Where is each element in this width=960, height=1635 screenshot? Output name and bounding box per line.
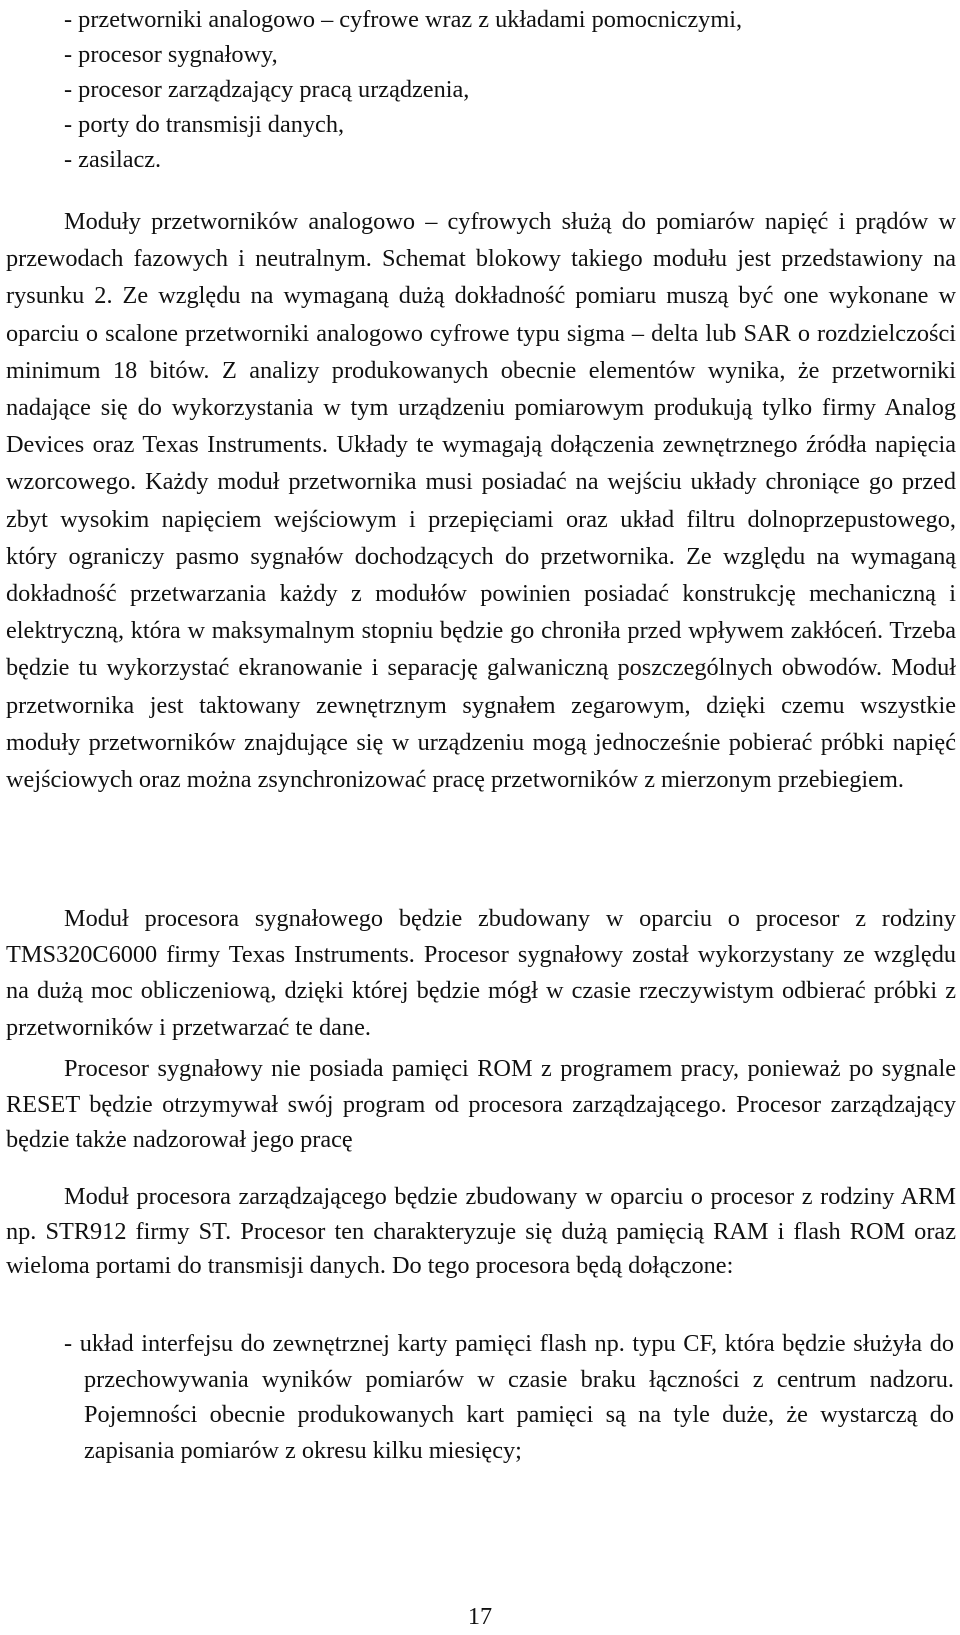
list-item-flash-interface: - układ interfejsu do zewnętrznej karty pamięci flash np. typu CF, która będzie służyła do przechowywania wyników pomiarów w czasie braku łączności z centrum nadzoru. Pojemności obecnie produkowanych kart pamięci są na tyle duże, że wystarczą do zapisania pomiarów z okresu kilku miesięcy; xyxy=(64,1330,954,1464)
paragraph-adc-modules: Moduły przetworników analogowo – cyfrowych służą do pomiarów napięć i prądów w przewodach fazowych i neutralnym. Schemat blokowy takiego modułu jest przedstawiony na rysunku 2. Ze względu na wymaganą dużą dokładność pomiaru muszą być one wykonane w oparciu o scalone przetworniki analogowo cyfrowe typu sigma – delta lub SAR o rozdzielczości minimum 18 bitów. Z analizy produkowanych obecnie elementów wynika, że przetworniki nadające się do wykorzystania w tym urządzeniu pomiarowym produkują tylko firmy Analog Devices oraz Texas Instruments. Układy te wymagają dołączenia zewnętrznego źródła napięcia wzorcowego. Każdy moduł przetwornika musi posiadać na wejściu układy chroniące go przed zbyt wysokim napięciem wejściowym i przepięciami oraz układ filtru dolnoprzepustowego, który ograniczy pasmo sygnałów dochodzących do przetwornika. Ze względu na wymaganą dokładność przetwarzania każdy z modułów powinien posiadać konstrukcję mechaniczną i elektryczną, która w maksymalnym stopniu będzie go chroniła przed wpływem zakłóceń. Trzeba będzie tu wykorzystać ekranowanie i separację galwaniczną poszczególnych obwodów. Moduł przetwornika jest taktowany zewnętrznym sygnałem zegarowym, dzięki czemu wszystkie moduły przetworników znajdujące się w urządzeniu mogą jednocześnie pobierać próbki napięć wejściowych oraz można zsynchronizować pracę przetworników z mierzonym przebiegiem. xyxy=(6,208,956,794)
list-item: - przetworniki analogowo – cyfrowe wraz z układami pomocniczymi, xyxy=(64,6,743,33)
list-item: - zasilacz. xyxy=(64,146,162,173)
list-item: - procesor zarządzający pracą urządzenia, xyxy=(64,76,470,103)
paragraph-management-processor: Moduł procesora zarządzającego będzie zbudowany w oparciu o procesor z rodziny ARM np. STR912 firmy ST. Procesor ten charakteryzuje się dużą pamięcią RAM i flash ROM oraz wieloma portami do transmisji danych. Do tego procesora będą dołączone: xyxy=(6,1183,956,1279)
paragraph-dsp-module: Moduł procesora sygnałowego będzie zbudowany w oparciu o procesor z rodziny TMS320C6000 firmy Texas Instruments. Procesor sygnałowy został wykorzystany ze względu na dużą moc obliczeniową, dzięki której będzie mógł w czasie rzeczywistym odbierać próbki z przetworników i przetwarzać te dane. xyxy=(6,905,956,1041)
component-list xyxy=(64,2,742,177)
page-number: 17 xyxy=(467,1603,493,1630)
paragraph-dsp-rom: Procesor sygnałowy nie posiada pamięci ROM z programem pracy, ponieważ po sygnale RESET będzie otrzymywał swój program od procesora zarządzającego. Procesor zarządzający będzie także nadzorował jego pracę xyxy=(6,1055,956,1153)
list-item: - porty do transmisji danych, xyxy=(64,111,345,138)
list-item: - procesor sygnałowy, xyxy=(64,41,278,68)
